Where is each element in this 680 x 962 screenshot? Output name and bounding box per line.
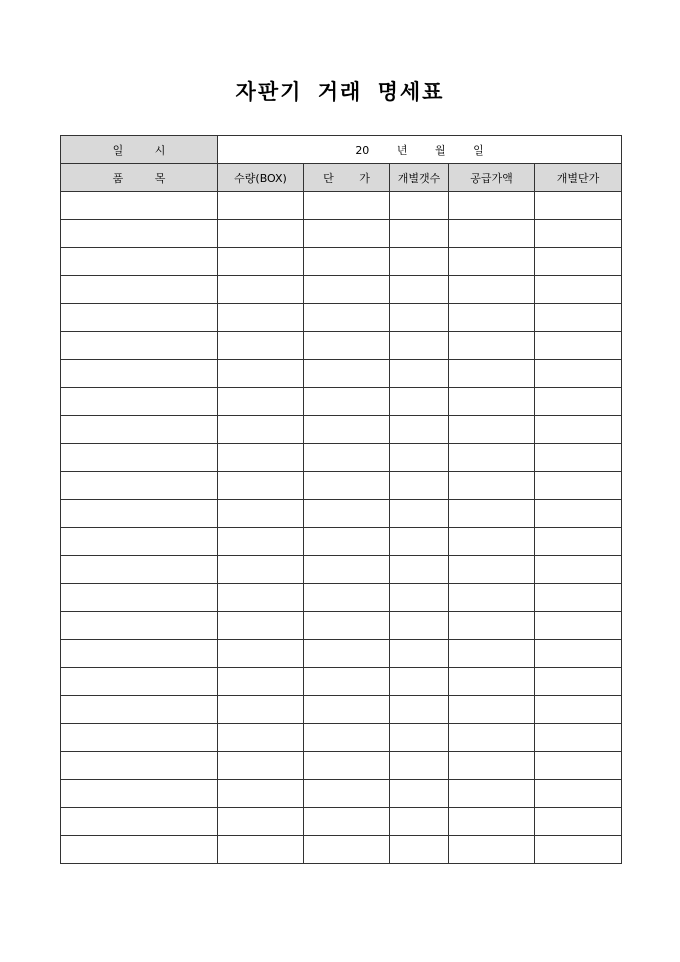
unit-price-cell[interactable]: [304, 696, 390, 724]
item-unit-price-cell[interactable]: [535, 612, 622, 640]
supply-amount-cell[interactable]: [449, 416, 535, 444]
unit-price-cell[interactable]: [304, 276, 390, 304]
item-count-cell[interactable]: [390, 668, 449, 696]
unit-price-cell[interactable]: [304, 304, 390, 332]
table-row: [61, 416, 622, 444]
item-cell[interactable]: [61, 752, 218, 780]
item-cell[interactable]: [61, 640, 218, 668]
table-row: [61, 780, 622, 808]
table-row: [61, 220, 622, 248]
quantity-cell[interactable]: [218, 416, 304, 444]
unit-price-cell[interactable]: [304, 752, 390, 780]
supply-amount-cell[interactable]: [449, 360, 535, 388]
unit-price-cell[interactable]: [304, 584, 390, 612]
unit-price-cell[interactable]: [304, 416, 390, 444]
supply-amount-cell[interactable]: [449, 584, 535, 612]
item-cell[interactable]: [61, 472, 218, 500]
unit-price-cell[interactable]: [304, 248, 390, 276]
item-count-cell[interactable]: [390, 836, 449, 864]
item-cell[interactable]: [61, 388, 218, 416]
table-row: [61, 248, 622, 276]
unit-price-cell[interactable]: [304, 612, 390, 640]
supply-amount-cell[interactable]: [449, 192, 535, 220]
item-unit-price-cell[interactable]: [535, 276, 622, 304]
table-row: [61, 556, 622, 584]
table-row: [61, 696, 622, 724]
item-count-cell[interactable]: [390, 780, 449, 808]
quantity-cell[interactable]: [218, 668, 304, 696]
item-unit-price-cell[interactable]: [535, 388, 622, 416]
unit-price-cell[interactable]: [304, 500, 390, 528]
item-cell[interactable]: [61, 556, 218, 584]
month-unit: 월: [434, 143, 446, 157]
unit-price-cell[interactable]: [304, 332, 390, 360]
item-unit-price-cell[interactable]: [535, 332, 622, 360]
table-row: [61, 192, 622, 220]
item-count-cell[interactable]: [390, 248, 449, 276]
quantity-cell[interactable]: [218, 304, 304, 332]
item-unit-price-cell[interactable]: [535, 192, 622, 220]
item-count-cell[interactable]: [390, 752, 449, 780]
table-row: [61, 388, 622, 416]
item-cell[interactable]: [61, 332, 218, 360]
quantity-cell[interactable]: [218, 444, 304, 472]
item-unit-price-cell[interactable]: [535, 556, 622, 584]
item-count-cell[interactable]: [390, 388, 449, 416]
item-count-cell[interactable]: [390, 304, 449, 332]
table-row: [61, 500, 622, 528]
quantity-cell[interactable]: [218, 472, 304, 500]
quantity-cell[interactable]: [218, 780, 304, 808]
item-count-cell[interactable]: [390, 696, 449, 724]
item-unit-price-cell[interactable]: [535, 304, 622, 332]
supply-amount-cell[interactable]: [449, 304, 535, 332]
header-row: [61, 164, 622, 192]
unit-price-cell[interactable]: [304, 192, 390, 220]
quantity-cell[interactable]: [218, 752, 304, 780]
quantity-cell[interactable]: [218, 836, 304, 864]
unit-price-cell[interactable]: [304, 472, 390, 500]
year-unit: 년: [396, 143, 408, 157]
quantity-cell[interactable]: [218, 276, 304, 304]
item-cell[interactable]: [61, 808, 218, 836]
unit-price-cell[interactable]: [304, 808, 390, 836]
supply-amount-cell[interactable]: [449, 500, 535, 528]
table-row: [61, 668, 622, 696]
table-row: [61, 472, 622, 500]
item-cell[interactable]: [61, 780, 218, 808]
item-unit-price-cell[interactable]: [535, 696, 622, 724]
date-row: [61, 136, 622, 164]
quantity-cell[interactable]: [218, 528, 304, 556]
supply-amount-cell[interactable]: [449, 836, 535, 864]
unit-price-cell[interactable]: [304, 528, 390, 556]
document-title: 자판기 거래 명세표: [235, 79, 445, 104]
unit-price-cell[interactable]: [304, 444, 390, 472]
item-count-cell[interactable]: [390, 556, 449, 584]
item-unit-price-cell[interactable]: [535, 640, 622, 668]
item-count-cell[interactable]: [390, 724, 449, 752]
table-row: [61, 584, 622, 612]
item-count-cell[interactable]: [390, 360, 449, 388]
quantity-cell[interactable]: [218, 332, 304, 360]
item-unit-price-cell[interactable]: [535, 472, 622, 500]
quantity-cell[interactable]: [218, 556, 304, 584]
quantity-cell[interactable]: [218, 584, 304, 612]
item-count-cell[interactable]: [390, 612, 449, 640]
col-header-supply-amount: 공급가액: [449, 164, 535, 192]
supply-amount-cell[interactable]: [449, 752, 535, 780]
table-row: [61, 808, 622, 836]
item-cell[interactable]: [61, 500, 218, 528]
col-header-item-unit-price: 개별단가: [535, 164, 622, 192]
item-unit-price-cell[interactable]: [535, 528, 622, 556]
item-cell[interactable]: [61, 528, 218, 556]
supply-amount-cell[interactable]: [449, 220, 535, 248]
unit-price-cell[interactable]: [304, 360, 390, 388]
item-unit-price-cell[interactable]: [535, 836, 622, 864]
quantity-cell[interactable]: [218, 360, 304, 388]
unit-price-cell[interactable]: [304, 724, 390, 752]
date-label: 일 시: [61, 136, 218, 164]
item-cell[interactable]: [61, 696, 218, 724]
quantity-cell[interactable]: [218, 808, 304, 836]
table-row: [61, 276, 622, 304]
unit-price-cell[interactable]: [304, 640, 390, 668]
unit-price-cell[interactable]: [304, 836, 390, 864]
unit-price-cell[interactable]: [304, 220, 390, 248]
col-header-quantity: 수량(BOX): [218, 164, 304, 192]
supply-amount-cell[interactable]: [449, 528, 535, 556]
table-row: [61, 304, 622, 332]
item-unit-price-cell[interactable]: [535, 584, 622, 612]
item-count-cell[interactable]: [390, 192, 449, 220]
supply-amount-cell[interactable]: [449, 640, 535, 668]
item-unit-price-cell[interactable]: [535, 668, 622, 696]
supply-amount-cell[interactable]: [449, 780, 535, 808]
item-cell[interactable]: [61, 220, 218, 248]
item-unit-price-cell[interactable]: [535, 752, 622, 780]
table-row: [61, 724, 622, 752]
supply-amount-cell[interactable]: [449, 724, 535, 752]
date-value-cell[interactable]: [218, 136, 622, 164]
transaction-table: [60, 135, 622, 864]
table-row: [61, 752, 622, 780]
supply-amount-cell[interactable]: [449, 388, 535, 416]
unit-price-cell[interactable]: [304, 388, 390, 416]
table-row: [61, 612, 622, 640]
item-cell[interactable]: [61, 248, 218, 276]
item-unit-price-cell[interactable]: [535, 780, 622, 808]
quantity-cell[interactable]: [218, 248, 304, 276]
table-row: [61, 640, 622, 668]
item-count-cell[interactable]: [390, 584, 449, 612]
item-cell[interactable]: [61, 276, 218, 304]
table-row: [61, 332, 622, 360]
table-row: [61, 444, 622, 472]
table-row: [61, 836, 622, 864]
item-count-cell[interactable]: [390, 808, 449, 836]
supply-amount-cell[interactable]: [449, 276, 535, 304]
item-unit-price-cell[interactable]: [535, 360, 622, 388]
item-cell[interactable]: [61, 612, 218, 640]
unit-price-cell[interactable]: [304, 780, 390, 808]
item-count-cell[interactable]: [390, 472, 449, 500]
supply-amount-cell[interactable]: [449, 612, 535, 640]
item-cell[interactable]: [61, 192, 218, 220]
supply-amount-cell[interactable]: [449, 556, 535, 584]
item-unit-price-cell[interactable]: [535, 416, 622, 444]
item-cell[interactable]: [61, 444, 218, 472]
quantity-cell[interactable]: [218, 192, 304, 220]
col-header-item-count: 개별갯수: [390, 164, 449, 192]
year-prefix: 20: [355, 143, 370, 157]
col-header-unit-price: 단 가: [304, 164, 390, 192]
item-count-cell[interactable]: [390, 332, 449, 360]
item-count-cell[interactable]: [390, 276, 449, 304]
item-count-cell[interactable]: [390, 640, 449, 668]
quantity-cell[interactable]: [218, 388, 304, 416]
item-unit-price-cell[interactable]: [535, 220, 622, 248]
col-header-item: 품 목: [61, 164, 218, 192]
supply-amount-cell[interactable]: [449, 444, 535, 472]
supply-amount-cell[interactable]: [449, 696, 535, 724]
supply-amount-cell[interactable]: [449, 248, 535, 276]
unit-price-cell[interactable]: [304, 556, 390, 584]
item-count-cell[interactable]: [390, 444, 449, 472]
item-cell[interactable]: [61, 668, 218, 696]
table-row: [61, 528, 622, 556]
item-count-cell[interactable]: [390, 220, 449, 248]
supply-amount-cell[interactable]: [449, 668, 535, 696]
item-count-cell[interactable]: [390, 416, 449, 444]
quantity-cell[interactable]: [218, 220, 304, 248]
quantity-cell[interactable]: [218, 696, 304, 724]
item-unit-price-cell[interactable]: [535, 500, 622, 528]
unit-price-cell[interactable]: [304, 668, 390, 696]
supply-amount-cell[interactable]: [449, 332, 535, 360]
item-cell[interactable]: [61, 724, 218, 752]
quantity-cell[interactable]: [218, 640, 304, 668]
item-cell[interactable]: [61, 584, 218, 612]
item-cell[interactable]: [61, 416, 218, 444]
item-unit-price-cell[interactable]: [535, 724, 622, 752]
supply-amount-cell[interactable]: [449, 808, 535, 836]
table-row: [61, 360, 622, 388]
quantity-cell[interactable]: [218, 612, 304, 640]
supply-amount-cell[interactable]: [449, 472, 535, 500]
item-unit-price-cell[interactable]: [535, 248, 622, 276]
item-cell[interactable]: [61, 836, 218, 864]
item-cell[interactable]: [61, 304, 218, 332]
day-unit: 일: [473, 143, 484, 157]
quantity-cell[interactable]: [218, 724, 304, 752]
item-count-cell[interactable]: [390, 528, 449, 556]
item-unit-price-cell[interactable]: [535, 808, 622, 836]
item-count-cell[interactable]: [390, 500, 449, 528]
quantity-cell[interactable]: [218, 500, 304, 528]
item-cell[interactable]: [61, 360, 218, 388]
item-unit-price-cell[interactable]: [535, 444, 622, 472]
